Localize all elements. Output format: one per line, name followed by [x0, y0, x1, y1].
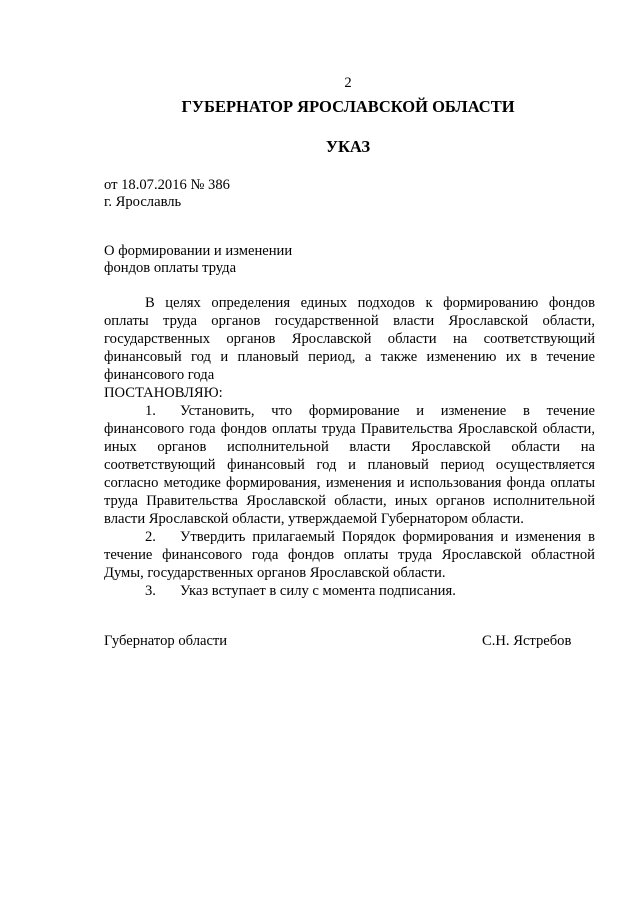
list-item: [104, 528, 595, 582]
document-type-heading: УКАЗ: [325, 137, 371, 156]
item-text: Утвердить прилагаемый Порядок формирования и изменения в течение финансового года фондов оплаты труда Ярославской областной Думы, государственных органов Ярославской области.: [104, 529, 595, 581]
organization-heading: ГУБЕРНАТОР ЯРОСЛАВСКОЙ ОБЛАСТИ: [181, 97, 515, 116]
item-number: 1.: [145, 403, 156, 419]
item-text: Указ вступает в силу с момента подписания.: [180, 583, 456, 599]
document-body: [104, 294, 595, 600]
item-text: Установить, что формирование и изменение в течение финансового года фондов оплаты труда Правительства Ярославской области, иных органов исполнительной власти Ярославской области на соответствующий финансовый год и плановый период осуществляется согласно методике формирования, изменения и использования фонда оплаты труда Правительства Ярославской области, иных органов исполнительной власти Ярославской области, утверждаемой Губернатором области.: [104, 403, 595, 527]
city: г. Ярославль: [104, 194, 182, 210]
decree-word: ПОСТАНОВЛЯЮ:: [104, 385, 223, 401]
signature-name: С.Н. Ястребов: [482, 633, 572, 649]
list-item: [104, 582, 595, 600]
subject-line-2: фондов оплаты труда: [104, 260, 237, 276]
page-number: 2: [344, 75, 352, 91]
date-number: от 18.07.2016 № 386: [104, 177, 230, 193]
item-number: 2.: [145, 529, 156, 545]
signature-position: Губернатор области: [104, 633, 228, 649]
list-item: [104, 402, 595, 528]
subject-line-1: О формировании и изменении: [104, 243, 293, 259]
intro-paragraph: В целях определения единых подходов к формированию фондов оплаты труда органов государственной власти Ярославской области, государственных органов Ярославской области на соответствующий финансовый год и плановый период, а также изменению их в течение финансового года: [104, 295, 595, 383]
item-number: 3.: [145, 583, 156, 599]
